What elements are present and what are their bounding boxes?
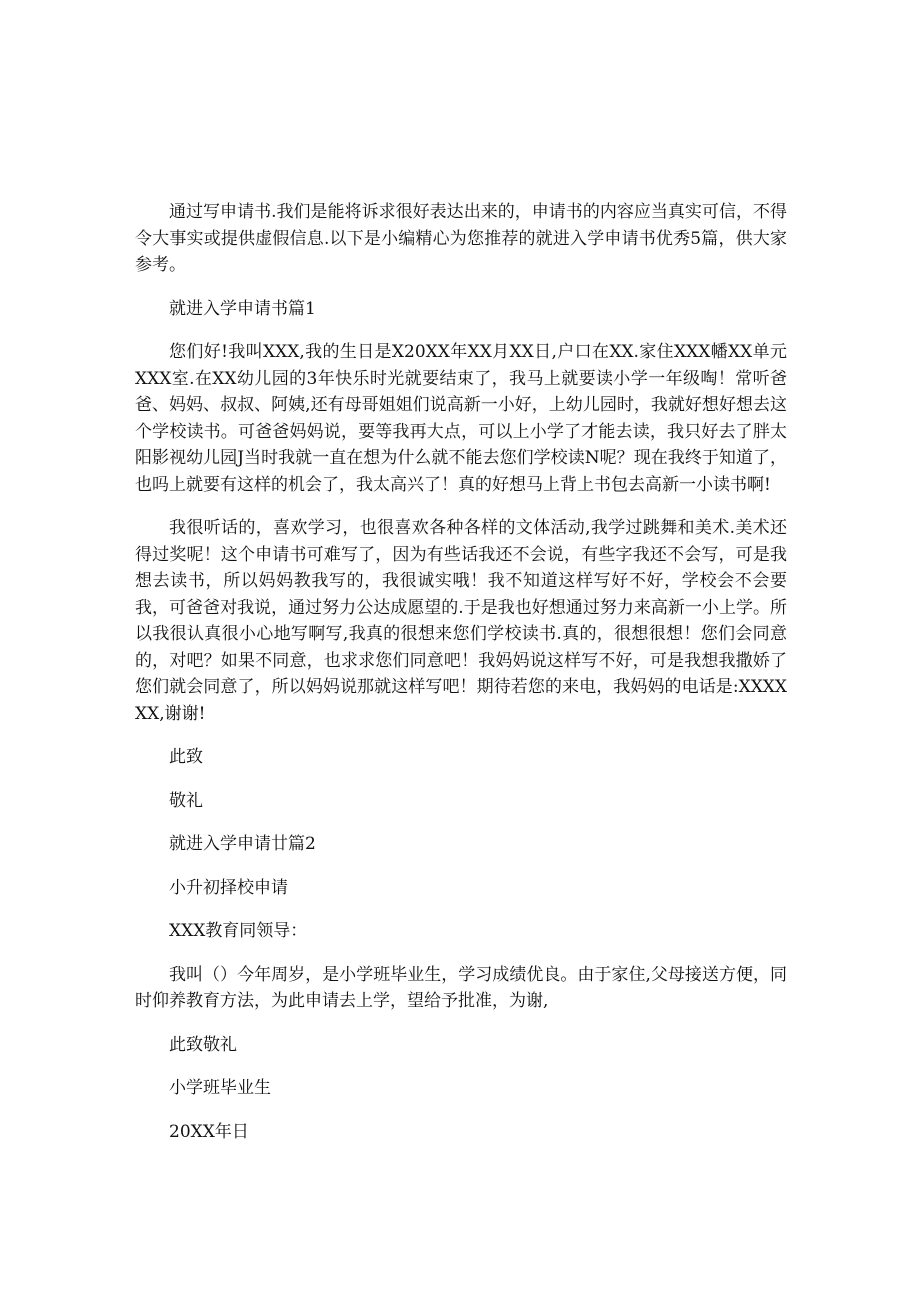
document-body xyxy=(135,199,787,1162)
closing-line-3: 此致敬礼 xyxy=(169,1034,237,1055)
closing-line-2: 敬礼 xyxy=(169,790,203,811)
application-title: 小升初择校申请 xyxy=(169,877,288,898)
letter-paragraph-2: 我很听话的，喜欢学习，也很喜欢各种各样的文体活动,我学过跳舞和美术.美术还得过奖呢！这个申请书可难写了，因为有些话我还不会说，有些字我还不会写，可是我想去读书，所以妈妈教我写的，我很诚实哦！我不知道这样写好不好，学校会不会要我，可爸爸对我说，通过努力公达成愿望的.于是我也好想通过努力来高新一小上学。所以我很认真很小心地写啊写,我真的很想来您们学校读书.真的，很想很想！您们会同意的，对吧？如果不同意，也求求您们同意吧！我妈妈说这样写不好，可是我想我撒娇了您们就会同意了，所以妈妈说那就这样写吧！期待若您的来电，我妈妈的电话是:XXXXXX,谢谢! xyxy=(135,518,787,724)
application-paragraph: 我叫（）今年周岁，是小学班毕业生，学习成绩优良。由于家住,父母接送方便，同时仰养教育方法，为此申请去上学，望给予批准，为谢, xyxy=(135,964,787,1011)
date-line: 20XX年日 xyxy=(169,1121,249,1142)
intro-paragraph: 通过写申请书.我们是能将诉求很好表达出来的，申请书的内容应当真实可信，不得令大事实或提供虚假信息.以下是小编精心为您推荐的就进入学申请书优秀5篇，供大家参考。 xyxy=(135,202,787,275)
section-heading-2: 就进入学申请廿篇2 xyxy=(169,834,316,854)
section-heading-1: 就进入学申请书篇1 xyxy=(169,298,316,319)
closing-line-1: 此致 xyxy=(169,747,203,767)
signature-line: 小学班毕业生 xyxy=(169,1078,271,1098)
letter-paragraph-1: 您们好!我叫XXX,我的生日是X20XX年XX月XX日,户口在XX.家住XXX幡XX单元XXX室.在XX幼儿园的3年快乐时光就要结束了，我马上就要读小学一年级啕！常听爸爸、妈妈、叔叔、阿姨,还有母哥姐姐们说高新一小好，上幼儿园时，我就好想好想去这个学校读书。可爸爸妈妈说，要等我再大点，可以上小学了才能去读，我只好去了胖太阳影视幼儿园J当时我就一直在想为什么就不能去您们学校读N呢？现在我终于知道了，也吗上就要有这样的机会了，我太高兴了！真的好想马上背上书包去高新一小读书啊! xyxy=(135,342,787,495)
recipient-line: XXX教育同领导： xyxy=(169,921,308,941)
